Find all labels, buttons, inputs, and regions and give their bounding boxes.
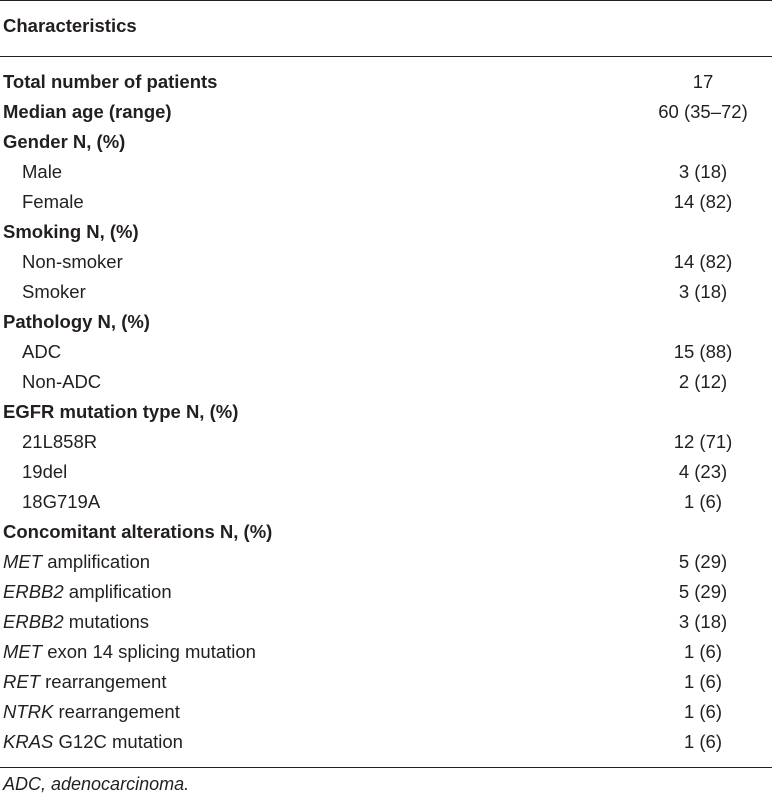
- row-value: 1 (6): [683, 641, 723, 662]
- row-value: 1 (6): [683, 491, 723, 512]
- row-label: 18G719A: [22, 491, 101, 512]
- table-row-21l858r: [0, 428, 772, 458]
- table-row-18g719a: [0, 488, 772, 518]
- table-top-rule: [0, 0, 772, 1]
- row-label: [3, 731, 183, 753]
- alteration-text: amplification: [63, 581, 172, 602]
- gene-name: MET: [3, 551, 43, 572]
- row-value: 4 (23): [678, 461, 728, 482]
- table-row-smoker: [0, 278, 772, 308]
- table-row-19del: [0, 458, 772, 488]
- table-bottom-rule: [0, 767, 772, 768]
- table-row-gender-heading: [0, 128, 772, 158]
- row-label: Concomitant alterations N, (%): [3, 521, 273, 542]
- table-row-smoking-heading: [0, 218, 772, 248]
- alteration-text: rearrangement: [40, 671, 167, 692]
- row-label: ADC: [22, 341, 62, 362]
- table-row-egfr-heading: [0, 398, 772, 428]
- table-row-erbb2-mutations: [0, 608, 772, 638]
- row-label: 21L858R: [22, 431, 98, 452]
- table-header: Characteristics: [3, 15, 137, 36]
- table-row-female: [0, 188, 772, 218]
- row-label: [3, 671, 166, 693]
- table-row-met-exon14: [0, 638, 772, 668]
- gene-name: KRAS: [3, 731, 54, 752]
- row-label: Female: [22, 191, 84, 212]
- row-value: 5 (29): [678, 551, 728, 572]
- alteration-text: G12C mutation: [53, 731, 183, 752]
- table-row-total-patients: [0, 68, 772, 98]
- row-label: 19del: [22, 461, 68, 482]
- row-value: 3 (18): [678, 161, 728, 182]
- alteration-text: mutations: [63, 611, 150, 632]
- table-row-met-amplification: [0, 548, 772, 578]
- row-value: 3 (18): [678, 611, 728, 632]
- row-label: Pathology N, (%): [3, 311, 150, 332]
- alteration-text: amplification: [42, 551, 151, 572]
- row-value: 14 (82): [673, 251, 733, 272]
- row-label: Non-ADC: [22, 371, 102, 392]
- table-row-median-age: [0, 98, 772, 128]
- gene-name: NTRK: [3, 701, 54, 722]
- row-value: 3 (18): [678, 281, 728, 302]
- row-label: Smoking N, (%): [3, 221, 139, 242]
- row-label: Male: [22, 161, 63, 182]
- row-label: [3, 641, 256, 663]
- gene-name: RET: [3, 671, 40, 692]
- table-row-male: [0, 158, 772, 188]
- row-value: 5 (29): [678, 581, 728, 602]
- footnote: ADC, adenocarcinoma.: [3, 774, 190, 794]
- gene-name: ERBB2: [3, 581, 64, 602]
- table-row-non-smoker: [0, 248, 772, 278]
- row-value: 60 (35–72): [658, 101, 748, 122]
- gene-name: ERBB2: [3, 611, 64, 632]
- row-value: 12 (71): [673, 431, 733, 452]
- row-label: Gender N, (%): [3, 131, 126, 152]
- row-value: 2 (12): [678, 371, 728, 392]
- row-value: 15 (88): [673, 341, 733, 362]
- table-row-concomitant-heading: [0, 518, 772, 548]
- row-label: [3, 701, 180, 723]
- table-row-ntrk-rearrangement: [0, 698, 772, 728]
- table-row-pathology-heading: [0, 308, 772, 338]
- row-value: 1 (6): [683, 731, 723, 752]
- row-label: [3, 581, 172, 603]
- row-value: 14 (82): [673, 191, 733, 212]
- row-label: Non-smoker: [22, 251, 123, 272]
- row-label: Total number of patients: [3, 71, 218, 92]
- row-label: [3, 611, 149, 633]
- table-row-ret-rearrangement: [0, 668, 772, 698]
- row-label: Median age (range): [3, 101, 172, 122]
- header-rule: [0, 56, 772, 57]
- table-row-adc: [0, 338, 772, 368]
- table-row-non-adc: [0, 368, 772, 398]
- alteration-text: exon 14 splicing mutation: [42, 641, 256, 662]
- table-row-kras-g12c: [0, 728, 772, 758]
- alteration-text: rearrangement: [53, 701, 180, 722]
- row-value: 1 (6): [683, 671, 723, 692]
- row-label: Smoker: [22, 281, 86, 302]
- row-value: 1 (6): [683, 701, 723, 722]
- row-label: EGFR mutation type N, (%): [3, 401, 239, 422]
- table-row-erbb2-amplification: [0, 578, 772, 608]
- gene-name: MET: [3, 641, 43, 662]
- row-value: 17: [692, 71, 714, 92]
- row-label: [3, 551, 150, 573]
